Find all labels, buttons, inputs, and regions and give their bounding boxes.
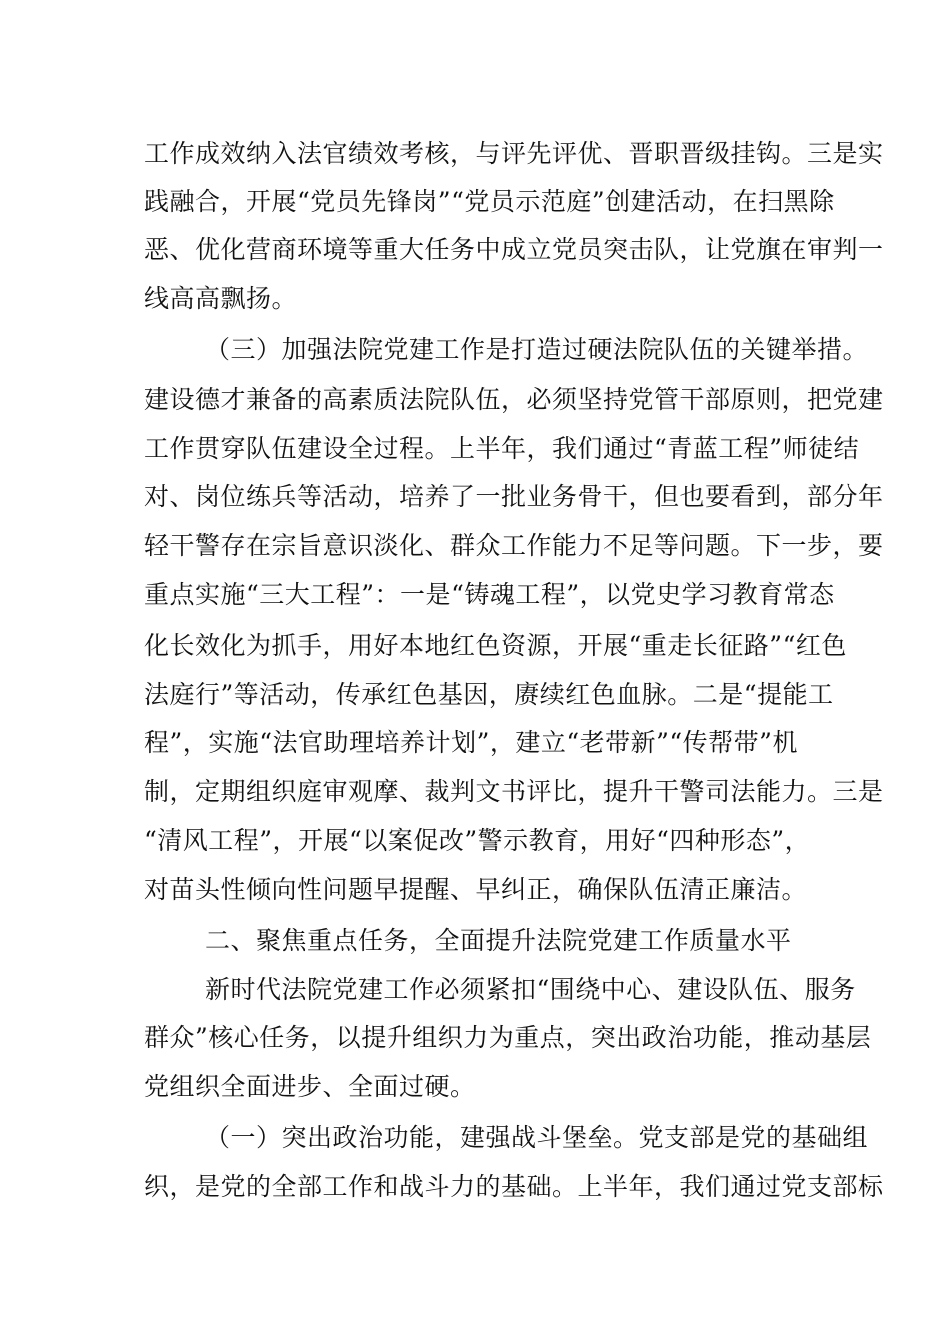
text-line: 法庭行”等活动，传承红色基因，赓续红色血脉。二是“提能工 [144,680,834,709]
text-line: “清风工程”，开展“以案促改”警示教育，用好“四种形态”， [144,826,811,855]
chapter-heading: 二、聚焦重点任务，全面提升法院党建工作质量水平 [205,926,792,955]
text-line: 新时代法院党建工作必须紧扣“围绕中心、建设队伍、服务 [205,975,856,1004]
text-line: 工作成效纳入法官绩效考核，与评先评优、晋职晋级挂钩。三是实 [144,139,884,168]
section-heading: （三）加强法院党建工作是打造过硬法院队伍的关键举措。 [205,335,869,364]
text-line: 对苗头性倾向性问题早提醒、早纠正，确保队伍清正廉洁。 [144,875,808,904]
text-line: 群众”核心任务，以提升组织力为重点，突出政治功能，推动基层 [144,1023,872,1052]
section-heading: （一）突出政治功能，建强战斗堡垒。党支部是党的基础组 [205,1123,869,1152]
text-line: 线高高飘扬。 [144,284,298,313]
text-line: 程”，实施“法官助理培养计划”，建立“老带新”“传帮带”机 [144,728,798,757]
text-line: 践融合，开展“党员先锋岗”“党员示范庭”创建活动，在扫黑除 [144,187,835,216]
text-line: 对、岗位练兵等活动，培养了一批业务骨干，但也要看到，部分年 [144,482,884,511]
text-line: 建设德才兼备的高素质法院队伍，必须坚持党管干部原则，把党建 [144,385,884,414]
text-line: 重点实施“三大工程”：一是“铸魂工程”，以党史学习教育常态 [144,580,835,609]
text-line: 轻干警存在宗旨意识淡化、群众工作能力不足等问题。下一步，要 [144,531,884,560]
text-line: 制，定期组织庭审观摩、裁判文书评比，提升干警司法能力。三是 [144,777,884,806]
text-line: 织，是党的全部工作和战斗力的基础。上半年，我们通过党支部标 [144,1172,884,1201]
text-line: 工作贯穿队伍建设全过程。上半年，我们通过“青蓝工程”师徒结 [144,434,860,463]
text-line: 化长效化为抓手，用好本地红色资源，开展“重走长征路”“红色 [144,631,847,660]
text-line: 党组织全面进步、全面过硬。 [144,1072,476,1101]
text-line: 恶、优化营商环境等重大任务中成立党员突击队，让党旗在审判一 [144,235,884,264]
